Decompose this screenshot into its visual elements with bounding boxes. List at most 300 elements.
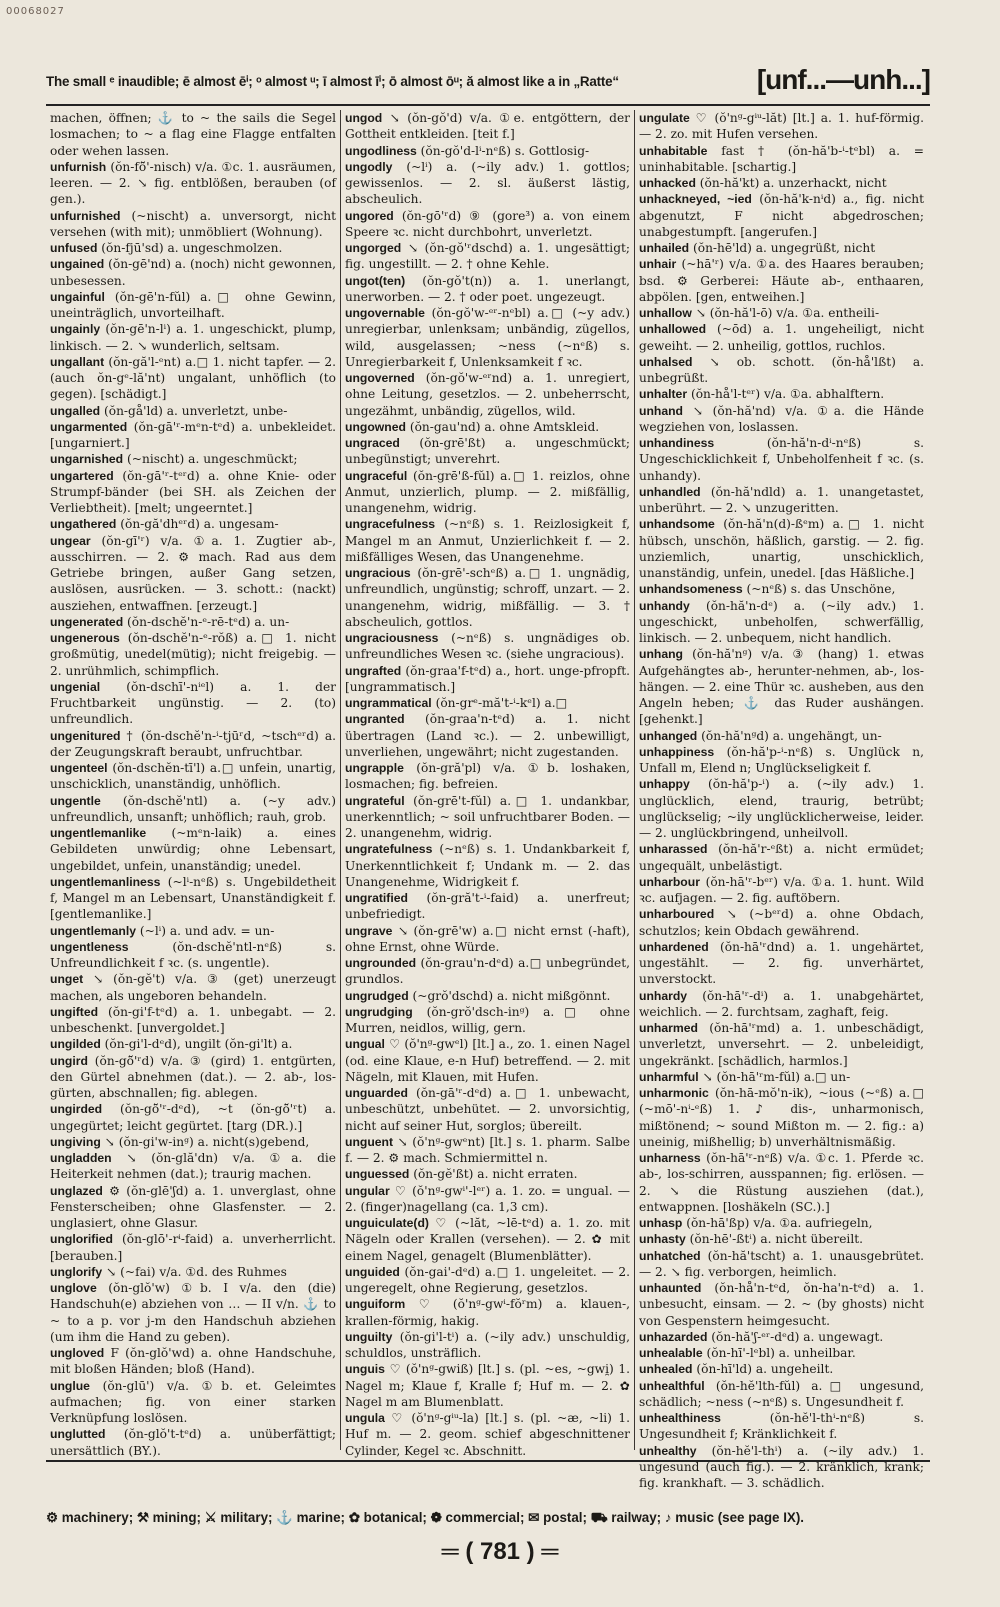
entry-definition: (ŏn-hā-mŏ'n-ik), ~ious (~ᵉß) a.□ (~mō'-nⁱ-ᵉß) 1. ♪ dis-, unharmonisch, mißtönend; ~ sound Mißton m. — 2. fig.: a) uneinig, mißhellig; b) unverhältnismäßig. [639,1086,925,1149]
entry-definition: (ŏn-grē'ß-fŭl) a.□ 1. reizlos, ohne Anmut, unzierlich, plump. — 2. mißfällig, unangenehm, widrig. [345,468,630,515]
entry-definition: machen, öffnen; ⚓ to ~ the sails die Segel losmachen; to ~ a flag eine Flagge entfalten oder wehen lassen. [50,111,336,158]
entry-definition: ↘ (ŏn-hă'nd) v/a. ①a. die Hände wegziehen von, loslassen. [639,403,925,434]
entry-definition: (ŏn-gå'ld) a. unverletzt, unbe- [103,403,288,418]
entry-definition: (ŏn-hă'n-dᵉ) a. (~ily adv.) 1. ungeschickt, unbeholfen, schwerfällig, linkisch. — 2. unbequem, nicht handlich. [639,598,924,645]
entry-definition: (ŏn-grŏ'dsch-inᵍ) a.□ ohne Murren, neidlos, willig, gern. [345,1004,630,1035]
entry-headword: ungarmented [50,419,128,434]
entry-definition: (~nischt) a. unversorgt, nicht versehen (with mit); unmöbliert (Wohnung). [50,208,337,239]
entry-headword: ungentlemanlike [50,826,147,840]
entry-definition: (ŏn-graa'n-tᵉd) a. 1. nicht übertragen (Land ꝛc.). — 2. unbewilligt, unverliehen, ungewährt; nicht zugestanden. [345,712,631,759]
entry-headword: unglove [50,1281,97,1295]
entry-definition: (ŏn-hī'-lᵉbl) a. unheilbar. [706,1346,856,1360]
dictionary-entry [50,679,336,728]
dictionary-entry [345,419,630,435]
entry-headword: ungowned [345,419,406,434]
entry-definition: (ŏn-hå'l-tᵉʳ) v/a. ①a. abhalftern. [690,387,885,402]
dictionary-columns [46,110,930,1490]
dictionary-entry [639,435,924,484]
entry-headword: ungenteel [50,761,108,775]
entry-definition: (~lⁱ-nᵉß) s. Ungebildetheit f, Mangel m an Lebensart, Unanständigkeit f. [gentlemanlike.] [50,874,336,922]
dictionary-entry [50,1264,336,1280]
entry-definition: (~nᵉß) s. ungnädiges ob. unfreundliches Wesen ꝛc. (siehe ungracious). [345,631,630,662]
entry-headword: unhalsed [639,354,693,369]
entry-definition: ↘ (ŏn-gŏ'd) v/a. ①e. entgöttern, der Gottheit entkleiden. [teit f.] [345,111,631,142]
entry-headword: ungored [345,208,394,223]
entry-headword: unguessed [345,1167,410,1182]
dictionary-entry [50,1004,336,1037]
entry-definition: (ŏn-glŏ'w) ①b. I v/a. den (die) Handschuh(e) abziehen von … — II v/n. ⚓ to ~ to a p. vor j-m den Handschuh abziehen (um ihm die Hand zu geben). [50,1281,336,1344]
entry-headword: unhatched [639,1248,701,1263]
entry-headword: ungathered [50,517,117,532]
dictionary-entry [345,760,630,793]
dictionary-entry [50,1280,336,1345]
column-middle [340,110,634,1458]
dictionary-entry [639,110,924,143]
entry-definition: (ŏn-gö̆'ʳd) v/a. ③ (gird) 1. entgürten, den Gürtel abnehmen (dat.). — 2. ab-, los-gürten, abschnallen; fig. ablegen. [50,1053,337,1100]
entry-headword: unhacked [639,176,696,190]
dictionary-entry [345,1361,630,1410]
entry-headword: ungodliness [345,143,417,158]
dictionary-entry [50,939,336,972]
entry-headword: unhallowed [639,322,707,337]
entry-definition: (ŏn-hă'ndld) a. 1. unangetastet, unberührt. — 2. ↘ unzugeritten. [639,484,925,515]
dictionary-entry [50,256,336,289]
dictionary-entry [345,1134,630,1167]
page-header [46,64,930,106]
entry-definition: (ŏn-grē'-schᵉß) a.□ 1. ungnädig, unfreundlich, ungünstig; schroff, unzart. — 2. unangenehm, widrig, mißfällig. — 3. † abscheulich, gottlos. [345,566,631,629]
column-left [46,110,340,1458]
entry-headword: unglutted [50,1427,106,1442]
entry-headword: ungrateful [345,793,405,808]
dictionary-entry [345,630,630,663]
dictionary-entry [50,159,336,208]
dictionary-entry [345,1296,630,1329]
dictionary-entry [50,1345,336,1378]
dictionary-entry [639,988,924,1021]
entry-headword: unguent [345,1134,394,1149]
entry-headword: unhealthy [639,1443,697,1458]
dictionary-entry [345,240,630,273]
entry-headword: unhardy [639,988,688,1003]
dictionary-entry [345,711,630,760]
entry-headword: ungainly [50,322,101,337]
dictionary-entry [345,435,630,468]
entry-definition: (ŏn-hå'n-tᵉd, ŏn-ha'n-tᵉd) a. 1. unbesucht, einsam. — 2. ~ (by ghosts) nicht von Gespenstern heimgesucht. [639,1281,924,1328]
dictionary-entry [639,939,924,988]
entry-headword: ungrave [345,923,393,938]
entry-headword: ungentlemanly [50,923,137,938]
dictionary-entry [345,208,630,241]
dictionary-entry [639,1280,924,1329]
entry-definition: (ŏn-hā'ʳ-dⁱ) a. 1. unabgehärtet, weichlich. — 2. furchtsam, zaghaft, feig. [639,988,924,1019]
dictionary-entry [345,663,630,696]
entry-headword: unharbour [639,874,700,889]
dictionary-entry [639,175,924,191]
entry-headword: ungiving [50,1134,101,1149]
entry-definition: (~hā'ʳ) v/a. ①a. des Haares berauben; bsd. ⚙ Gerberei: Häute ab-, enthaaren, abpölen. [gen, entweihen.] [639,257,925,304]
entry-definition: ↘ (~bᵉʳd) a. ohne Obdach, schutzlos; kein Obdach gewährend. [639,907,924,938]
footer-rule [46,1460,930,1462]
entry-headword: ungual [345,1037,385,1052]
dictionary-entry [345,890,630,923]
entry-headword: unhealthiness [639,1411,721,1425]
entry-definition: (ŏn-gi'l-tⁱ) a. (~ily adv.) unschuldig, schuldlos, unsträflich. [345,1329,630,1360]
dictionary-entry [345,695,630,711]
entry-definition: ♡ (ŏ'nᵍ-gwⁱ-fŏʳm) a. klauen-, krallen-förmig, hakig. [345,1297,630,1328]
dictionary-entry [50,289,336,322]
entry-headword: ungranted [345,712,405,727]
entry-definition: (ŏn-hā'ʳ-nᵉß) v/a. ①c. 1. Pferde ꝛc. ab-, los-schirren, ausspannen; fig. erlösen. — 2. ↘ die Rüstung ausziehen (dat.), entwappnen. [loshäkeln (SC.).] [639,1151,924,1214]
entry-headword: unglorified [50,1232,113,1247]
dictionary-entry [639,1345,924,1361]
entry-headword: unguiculate(d) [345,1216,429,1230]
entry-headword: ungallant [50,354,105,369]
entry-definition: ↘ ob. schott. (ŏn-hå'lßt) a. unbegrüßt. [639,354,925,385]
entry-headword: ungraced [345,436,400,450]
dictionary-entry [50,1231,336,1264]
entry-headword: ungorged [345,241,402,255]
dictionary-entry [639,1378,924,1411]
dictionary-entry [639,744,924,777]
entry-definition: (ŏn-dschĕ'n-ᵉ-rē-tᵉd) a. un- [127,614,290,629]
entry-definition: (ŏn-gă'l-ᵉnt) a.□ 1. nicht tapfer. — 2. (auch ŏn-gᵉ-lă'nt) ungalant, unhöflich (to gegen). [schädigt.] [50,354,336,402]
entry-definition: (ŏn-hă'ʃ-ᵉʳ-dᵉd) a. ungewagt. [711,1329,884,1344]
entry-headword: ungilded [50,1037,101,1052]
entry-definition: (ŏn-gā'ʳ-tᵉʳd) a. ohne Knie- oder Strumpf-bänder (bei SH. als Zeichen der Verliebtheit). [melt; ungeerntet.] [50,468,336,515]
entry-headword: unhand [639,403,684,418]
entry-definition: (~nischt) a. ungeschmückt; [127,452,298,467]
entry-definition: (~nᵉß) s. 1. Undankbarkeit f, Unerkenntlichkeit f; Undank m. — 2. das Unangenehme, Widrigkeit f. [345,842,631,889]
entry-definition: (ŏn-hă'p-ⁱ) a. (~ily adv.) 1. unglücklich, elend, traurig, betrübt; unglückselig; ~ily unglücklicherweise, leider. — 2. unglückbringend, unheilvoll. [639,777,924,840]
entry-definition: (ŏn-grē't-fŭl) a.□ 1. undankbar, unerkenntlich; ~ soil unfruchtbarer Boden. — 2. unangenehm, widrig. [345,793,630,840]
dictionary-entry [345,793,630,842]
entry-definition: (ŏn-dschĕ'n-ᵉ-rŏß) a.□ 1. nicht großmütig, unedel(mütig); nicht freigebig. — 2. unrühmlich, schimpflich. [50,631,336,678]
dictionary-entry [639,646,924,727]
entry-definition: (ŏn-gō'ʳd) ⑨ (gore³) a. von einem Speere ꝛc. nicht durchbohrt, unverletzt. [345,208,631,239]
dictionary-entry [50,1101,336,1134]
entry-headword: ungrudged [345,988,409,1003]
entry-definition: ↘ (ŏn-grē'w) a.□ nicht ernst (-haft), ohne Ernst, ohne Würde. [345,923,631,954]
entry-definition: (ŏn-gē'n-lⁱ) a. 1. ungeschickt, plump, linkisch. — 2. ↘ wunderlich, seltsam. [50,322,336,353]
dictionary-entry [50,451,336,467]
dictionary-entry [50,1183,336,1232]
dictionary-entry [345,1166,630,1182]
entry-headword: unhealable [639,1346,703,1360]
entry-definition: ⚙ (ŏn-glē'ʃd) a. 1. unverglast, ohne Fensterscheiben; ohne Glasfenster. — 2. unglasiert, ohne Glasur. [50,1183,337,1230]
entry-definition: (ŏn-gi'l-dᵉd), ungilt (ŏn-gi'lt) a. [104,1037,293,1052]
dictionary-entry [50,110,336,159]
entry-definition: (ŏn-gē'n-fŭl) a.□ ohne Gewinn, uneinträglich, unvorteilhaft. [50,289,337,320]
dictionary-entry [345,923,630,956]
entry-definition: (ŏn-gră't-ⁱ-faid) a. unerfreut; unbefriedigt. [345,891,630,922]
dictionary-entry [639,143,924,176]
entry-headword: ungrafted [345,663,402,678]
entry-definition: (ŏn-graa'f-tᵉd) a., hort. unge-pfropft. [ungrammatisch.] [345,663,631,694]
entry-definition: (ŏn-hă'nᵍ) v/a. ③ (hang) 1. etwas Aufgehängtes ab-, herunter-nehmen, ab-, los-hängen. — 2. eine Thür ꝛc. ausheben, aus den Angeln heben; ⚓ das Ruder aushängen. [gehenkt.] [639,647,924,727]
page-number: ═ ( 781 ) ═ [441,1538,559,1565]
entry-headword: ungula [345,1411,385,1425]
entry-definition: ↘ (ŏn-gi'w-inᵍ) a. nicht(s)gebend, [104,1134,310,1149]
entry-definition: F (ŏn-glŏ'wd) a. ohne Handschuhe, mit bloßen Händen; bloß (Hand). [50,1346,336,1377]
dictionary-entry [50,1378,336,1427]
entry-definition: fast † (ŏn-hă'b-ⁱ-tᵉbl) a. = uninhabitable. [schartig.] [639,143,924,174]
dictionary-entry [345,468,630,517]
dictionary-entry [639,240,924,256]
entry-headword: unhandy [639,598,690,613]
entry-definition: ↘ (ŏn-hă'l-ō) v/a. ①a. entheili- [695,306,880,320]
dictionary-entry [639,516,924,581]
entry-headword: ungrapple [345,761,404,775]
entry-definition: (ŏn-grau'n-dᵉd) a.□ unbegründet, grundlos. [345,956,630,987]
entry-headword: unhackneyed, ~ied [639,192,752,207]
dictionary-entry [345,565,630,630]
pronunciation-guide: The small ᵉ inaudible; ē almost ēⁱ; ᵒ almost ᵘ; ī almost īⁱ; ō almost ōᵘ; ă almost like a in „Ratte“ [46,74,619,89]
entry-headword: unharassed [639,842,708,857]
symbol-legend: ⚙ machinery; ⚒ mining; ⚔ military; ⚓ marine; ✿ botanical; ❁ commercial; ✉ postal; ⛟ railway; ♪ music (see page IX). [46,1510,805,1525]
dictionary-entry [639,1020,924,1069]
entry-headword: ungracefulness [345,517,436,532]
entry-definition: (ŏn-fö̆'-nisch) v/a. ①c. 1. ausräumen, leeren. — 2. ↘ fig. entblößen, berauben (of gen.). [50,159,337,207]
dictionary-entry [50,1426,336,1459]
entry-definition: (~lⁱ) a. (~ily adv.) 1. gottlos; gewissenlos. — 2. sl. äußerst lästig, abscheulich. [345,159,631,207]
entry-headword: unhasty [639,1232,686,1247]
entry-headword: unglazed [50,1183,103,1198]
entry-headword: unhang [639,647,684,662]
dictionary-entry [50,1150,336,1183]
entry-headword: ungentlemanliness [50,874,161,889]
entry-headword: unharmonic [639,1086,709,1100]
dictionary-entry [50,1134,336,1150]
dictionary-entry [639,1150,924,1215]
entry-headword: ungovernable [345,306,425,320]
entry-headword: ungodly [345,159,393,174]
entry-headword: ungular [345,1183,390,1198]
entry-definition: (~grŏ'dschd) a. nicht mißgönnt. [412,988,611,1003]
dictionary-entry [345,143,630,159]
entry-headword: unhailed [639,241,690,255]
dictionary-entry [639,728,924,744]
entry-headword: ungentle [50,793,101,808]
dictionary-entry [639,386,924,402]
entry-headword: unfurnish [50,159,107,174]
dictionary-entry [345,841,630,890]
entry-headword: ungulate [639,111,690,125]
dictionary-entry [345,1036,630,1085]
dictionary-entry [639,1329,924,1345]
entry-headword: ungenitured [50,728,121,743]
dictionary-entry [50,825,336,874]
entry-headword: unhealed [639,1362,693,1377]
entry-headword: unhasp [639,1216,683,1230]
entry-definition: (ŏn-hă'n(d)-ßᵉm) a.□ 1. nicht hübsch, unschön, häßlich, garstig. — 2. fig. unziemlich, unartig, unschicklich, unanständig, unfein, unedel. [das Häßliche.] [639,517,925,580]
entry-headword: unhardened [639,939,709,954]
entry-definition: (ŏn-dschĕ'ntl-nᵉß) s. Unfreundlichkeit f ꝛc. (s. ungentle). [50,939,336,970]
dictionary-entry [639,581,924,597]
entry-headword: unhandsomeness [639,582,743,597]
entry-definition: (ŏn-hă'p-ⁱ-nᵉß) s. Unglück n, Unfall m, Elend n; Unglückseligkeit f. [639,744,924,775]
entry-headword: ungainful [50,289,105,304]
dictionary-entry [639,841,924,874]
entry-definition: (~lⁱ) a. und adv. = un- [139,923,275,938]
entry-headword: unhappiness [639,744,715,759]
entry-headword: ungrounded [345,956,417,970]
entry-headword: unhazarded [639,1329,708,1344]
entry-definition: (ŏn-gi'f-tᵉd) a. 1. unbegabt. — 2. unbeschenkt. [unvergoldet.] [50,1004,336,1035]
dictionary-entry [345,1329,630,1362]
entry-definition: (ŏn-fjū'sd) a. ungeschmolzen. [101,241,283,255]
entry-definition: (ŏn-gă'dhᵉʳd) a. ungesam- [120,517,279,532]
entry-definition: (ŏn-hī'ld) a. ungeheilt. [696,1362,834,1377]
dictionary-entry [50,533,336,614]
entry-definition: (~ōd) a. 1. ungeheiligt, nicht geweiht. — 2. unheilig, gottlos, ruchlos. [639,322,924,353]
entry-headword: unfurnished [50,208,121,223]
dictionary-entry [639,1069,924,1085]
entry-headword: ungratified [345,891,408,905]
page-id: 00068027 [6,6,65,17]
entry-definition: ↘ (~fai) v/a. ①d. des Ruhmes [106,1264,287,1279]
entry-definition: (ŏn-hĕ'lth-fŭl) a.□ ungesund, schädlich; ~ness (~nᵉß) s. Ungesundheit f. [639,1378,924,1409]
entry-headword: unguiform [345,1297,406,1312]
entry-definition: (ŏn-gī'ʳ) v/a. ①a. 1. Zugtier ab-, ausschirren. — 2. ⚙ mach. Rad aus dem Getriebe bringen, außer Gang setzen, auslösen, ausrücken. — 3. schott.: (nackt) ausziehen, entwaffnen. [erzeugt.] [50,533,336,613]
entry-definition: (ŏn-hā'ʳ-bᵉʳ) v/a. ①a. 1. hunt. Wild ꝛc. aufjagen. — 2. fig. auftöbern. [639,874,925,905]
dictionary-entry [345,516,630,565]
dictionary-entry [345,1215,630,1264]
dictionary-entry [639,256,924,305]
entry-headword: ungratefulness [345,842,433,857]
dictionary-entry [639,191,924,240]
entry-headword: ungird [50,1053,88,1068]
dictionary-entry [639,1085,924,1150]
entry-definition: (ŏn-hă'kt) a. unzerhackt, nicht [699,176,887,190]
entry-definition: ↘ (ŏn-hā'ʳm-fŭl) a.□ un- [702,1069,851,1084]
entry-headword: ungentleness [50,939,129,954]
dictionary-entry [639,1248,924,1281]
entry-definition: (ŏn-glŏ't-tᵉd) a. unüberfättigt; unersättlich (BY.). [50,1427,337,1458]
entry-definition: ♡ (ŏ'nᵍ-gⁱᵘ-la) [lt.] s. (pl. ~æ, ~li) 1. Huf m. — 2. geom. schief abgeschnittener Cylinder, Kegel ꝛc. Abschnitt. [345,1411,630,1458]
entry-definition: (ŏn-hă'n-dⁱ-nᵉß) s. Ungeschicklichkeit f, Unbeholfenheit f ꝛc. (s. unhandy). [639,436,924,483]
dictionary-entry [345,370,630,419]
entry-definition: (ŏn-gö̆'ʳ-dᵉd), ~t (ŏn-gö̆'ʳt) a. ungegürtet; leicht gegürtet. [targ (DR.).] [50,1102,337,1133]
dictionary-entry [50,516,336,532]
entry-definition: (ŏn-glō'-rⁱ-faid) a. unverherrlicht. [berauben.] [50,1232,336,1263]
dictionary-entry [639,1231,924,1247]
dictionary-entry [639,484,924,517]
entry-definition: (ŏn-grē'ßt) a. ungeschmückt; unbegünstigt; unverehrt. [345,436,630,467]
entry-definition: (ŏn-hā'ʳmd) a. 1. unbeschädigt, unverletzt, unversehrt. — 2. unbeleidigt, ungekränkt. [schädlich, harmlos.] [639,1021,924,1068]
entry-headword: ungloved [50,1346,105,1360]
entry-headword: unhandiness [639,436,715,450]
entry-definition: (ŏn-gē'nd) a. (noch) nicht gewonnen, unbesessen. [50,257,337,288]
entry-definition: (ŏn-gŏ't(n)) a. 1. unerlangt, unerworben. — 2. † oder poet. ungezeugt. [345,273,631,304]
entry-definition: (ŏn-hā'ßp) v/a. ①a. aufriegeln, [686,1216,873,1230]
dictionary-entry [345,110,630,143]
dictionary-entry [345,305,630,370]
entry-definition: (ŏn-hă'tscht) a. 1. unausgebrütet. — 2. ↘ fig. verborgen, heimlich. [639,1248,925,1279]
entry-definition: ♡ (ŏ'nᵍ-gⁱᵘ-lăt) [lt.] a. 1. huf-förmig. — 2. zo. mit Hufen versehen. [639,111,924,142]
dictionary-entry [345,273,630,306]
dictionary-entry [345,1264,630,1297]
dictionary-entry [345,1410,630,1459]
entry-definition: (ŏn-gai'-dᵉd) a.□ 1. ungeleitet. — 2. ungeregelt, ohne Regierung, gesetzlos. [345,1264,630,1295]
entry-headword: ungod [345,111,383,125]
entry-headword: unglue [50,1378,90,1393]
entry-definition: (ŏn-gŏ'd-lⁱ-nᵉß) s. Gottlosig- [420,143,590,158]
entry-headword: unguarded [345,1086,408,1100]
entry-headword: ungirded [50,1102,103,1117]
entry-headword: ungenerous [50,631,120,645]
dictionary-entry [50,971,336,1004]
entry-definition: (ŏn-gau'nd) a. ohne Amtskleid. [409,419,600,434]
dictionary-entry [639,1443,924,1492]
dictionary-entry [639,305,924,321]
dictionary-entry [50,240,336,256]
entry-headword: unget [50,972,84,987]
entry-definition: ↘ (ŏn-gŏ'ʳdschd) a. 1. ungesättigt; fig. ungestillt. — 2. † ohne Kehle. [345,241,631,272]
dictionary-entry [50,793,336,826]
entry-definition: ♡ (ŏ'nᵍ-gwᵉl) [lt.] a., zo. 1. einen Nagel (od. eine Klaue, e-n Huf) betreffend. — 2. mit Nägeln, mit Klauen, mit Hufen. [345,1037,631,1084]
dictionary-entry [639,776,924,841]
entry-definition: ↘ (ŏn-gĕ't) v/a. ③ (get) unerzeugt machen, als ungeboren behandeln. [50,972,336,1003]
entry-headword: unharness [639,1151,701,1165]
entry-definition: (ŏn-dschĕn-tī'l) a.□ unfein, unartig, unschicklich, unanständig, unhöflich. [50,761,336,792]
dictionary-entry [639,354,924,387]
entry-headword: unguided [345,1264,400,1279]
entry-headword: ungenial [50,679,101,694]
dictionary-entry [50,630,336,679]
entry-headword: unhallow [639,306,692,320]
entry-headword: ungraceful [345,468,408,483]
entry-definition: ↘ (ŏn-glă'dn) v/a. ①a. die Heiterkeit nehmen (dat.); traurig machen. [50,1151,337,1182]
entry-definition: (ŏn-hē'-ßtⁱ) a. nicht übereilt. [689,1232,863,1247]
entry-headword: ungrudging [345,1004,413,1019]
entry-definition: (ŏn-gā'ʳ-mᵉn-tᵉd) a. unbekleidet. [ungarniert.] [50,419,337,450]
dictionary-entry [345,159,630,208]
entry-definition: ♡ (ŏ'nᵍ-gwiß) [lt.] s. (pl. ~es, ~gwi̯) 1. Nagel m; Klaue f, Kralle f; Huf m. — 2. ✿ Nagel m am Blumenblatt. [345,1362,630,1409]
dictionary-entry [50,419,336,452]
dictionary-entry [50,1036,336,1052]
dictionary-entry [639,1410,924,1443]
entry-definition: (ŏn-hă'r-ᵉßt) a. nicht ermüdet; ungequält, unbelästigt. [639,842,924,873]
entry-headword: ungoverned [345,371,415,385]
dictionary-entry [639,1215,924,1231]
dictionary-entry [50,403,336,419]
entry-headword: ungrammatical [345,696,432,710]
entry-headword: unhappy [639,777,690,792]
dictionary-entry [639,321,924,354]
entry-headword: ungear [50,533,91,548]
entry-headword: ungained [50,257,105,272]
entry-headword: unharmful [639,1069,699,1084]
page-range: [unf...—unh...] [756,64,930,95]
dictionary-entry [639,598,924,647]
dictionary-entry [639,906,924,939]
entry-definition: (ŏn-grᵉ-mă't-ⁱ-kᵉl) a.□ [435,696,568,710]
entry-definition: ↘ (ŏ'nᵍ-gwᵉnt) [lt.] s. 1. pharm. Salbe f. — 2. ⚙ mach. Schmiermittel n. [345,1134,630,1165]
entry-headword: ungracious [345,566,411,580]
entry-headword: unhair [639,257,677,272]
entry-headword: unfused [50,241,98,255]
entry-headword: unharboured [639,907,715,922]
entry-headword: unglorify [50,1264,103,1279]
entry-definition: (~nᵉß) s. das Unschöne, [746,582,896,597]
entry-definition: (ŏn-dschĕ'ntl) a. (~y adv.) unfreundlich, unsanft; unhöflich; rauh, grob. [50,793,336,824]
dictionary-entry [345,1004,630,1037]
dictionary-entry [639,874,924,907]
dictionary-entry [50,354,336,403]
dictionary-entry [345,988,630,1004]
entry-headword: unguis [345,1362,385,1377]
entry-definition: (ŏn-gŏ'w-ᵉʳnd) a. 1. unregiert, ohne Leitung, gesetzlos. — 2. unbeherrscht, ungezähmt, unbändig, zügellos, wild. [345,371,631,418]
